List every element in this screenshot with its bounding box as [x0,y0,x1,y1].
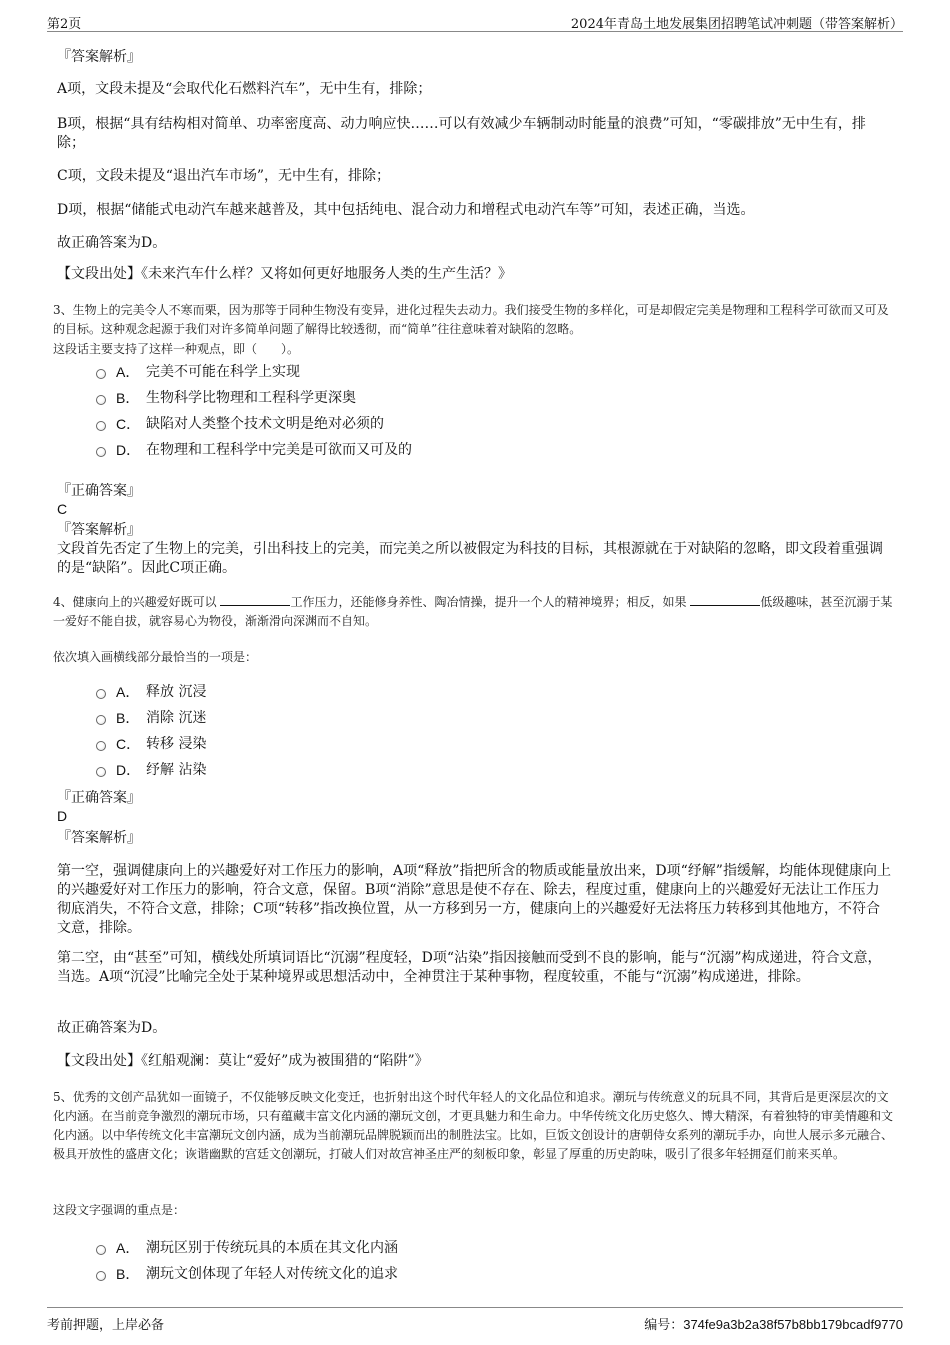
radio-button[interactable] [96,447,106,457]
answer: D [57,808,68,824]
radio-button[interactable] [96,689,106,699]
footer-divider [47,1307,903,1308]
question-3-stem: 3、生物上的完美令人不寒而栗，因为那等于同种生物没有变异，进化过程失去动力。我们接受生物的多样化，可是却假定完美是物理和工程科学可欲而又可及的目标。这种观念起源于我们对许多简单问题了解得比较透彻，而“简单”往往意味着对缺陷的忽略。 [53,303,889,336]
q3-option-c[interactable]: C． 缺陷对人类整个技术文明是绝对必须的 [96,415,384,433]
analysis-option-b: B项，根据“具有结构相对简单、功率密度高、动力响应快……可以有效减少车辆制动时能量的浪费”可知，“零碳排放”无中生有，排除； [57,116,866,151]
question-5-prompt: 这段文字强调的重点是： [53,1203,186,1217]
q3-option-a[interactable]: A． 完美不可能在科学上实现 [96,363,300,381]
page-number: 第2页 [47,17,82,32]
document-title: 2024年青岛土地发展集团招聘笔试冲刺题（带答案解析） [570,17,903,32]
q3-option-d[interactable]: D． 在物理和工程科学中完美是可欲而又可及的 [96,441,412,459]
analysis-text: 文段首先否定了生物上的完美，引出科技上的完美，而完美之所以被假定为科技的目标，其根源就在于对缺陷的忽略，即文段着重强调的是“缺陷”。因此C项正确。 [57,541,883,576]
blank-1 [220,594,290,606]
blank-2 [690,594,760,606]
radio-button[interactable] [96,421,106,431]
q5-option-b[interactable]: B． 潮玩文创体现了年轻人对传统文化的追求 [96,1265,398,1283]
answer-label: 『正确答案』 [57,790,141,806]
q4-option-b[interactable]: B． 消除 沉迷 [96,709,206,727]
analysis-paragraph-1: 第一空，强调健康向上的兴趣爱好对工作压力的影响，A项“释放”指把所含的物质或能量放出来，D项“纾解”指缓解，均能体现健康向上的兴趣爱好对工作压力的影响，符合文意，保留。B项“消除”意思是使不存在、除去，程度过重，健康向上的兴趣爱好无法让工作压力彻底消失，不符合文意，排除；C项“转移”指改换位置，从一方移到另一方，健康向上的兴趣爱好无法将压力转移到其他地方，不符合文意，排除。 [57,863,891,936]
q4-option-c[interactable]: C． 转移 浸染 [96,735,206,753]
radio-button[interactable] [96,715,106,725]
analysis-paragraph-2: 第二空，由“甚至”可知，横线处所填词语比“沉溺”程度轻，D项“沾染”指因接触而受到不良的影响，能与“沉溺”构成递进，符合文意，当选。A项“沉浸”比喻完全处于某种境界或思想活动中，全神贯注于某种事物，程度较重，不能与“沉溺”构成递进，排除。 [57,950,882,985]
radio-button[interactable] [96,741,106,751]
answer-label: 『正确答案』 [57,483,141,499]
radio-button[interactable] [96,1271,106,1281]
answer: C [57,501,68,517]
q4-option-d[interactable]: D． 纾解 沾染 [96,761,206,779]
document-code: 编号：374fe9a3b2a38f57b8bb179bcadf9770 [644,1317,903,1333]
header-divider [47,31,903,32]
question-3-prompt: 这段话主要支持了这样一种观点，即（ ）。 [53,342,300,356]
q5-option-a[interactable]: A． 潮玩区别于传统玩具的本质在其文化内涵 [96,1239,398,1257]
analysis-option-a: A项，文段未提及“会取代化石燃料汽车”，无中生有，排除； [57,81,432,97]
radio-button[interactable] [96,767,106,777]
conclusion: 故正确答案为D。 [57,1020,167,1036]
question-5-stem: 5、优秀的文创产品犹如一面镜子，不仅能够反映文化变迁，也折射出这个时代年轻人的文化品位和追求。潮玩与传统意义的玩具不同，其背后是更深层次的文化内涵。在当前竞争激烈的潮玩市场，只有蕴藏丰富文化内涵的潮玩文创，才更具魅力和生命力。中华传统文化历史悠久、博大精深，有着独特的审美情趣和文化内涵。以中华传统文化丰富潮玩文创内涵，成为当前潮玩品牌脱颖而出的制胜法宝。比如，巨饭文创设计的唐朝侍女系列的潮玩手办，向世人展示多元融合、极具开放性的盛唐文化；诙谐幽默的宫廷文创潮玩，打破人们对故宫神圣庄严的刻板印象，彰显了厚重的历史韵味，吸引了很多年轻拥趸们前来买单。 [53,1090,894,1161]
source: 【文段出处】《红船观澜：莫让“爱好”成为被围猎的“陷阱”》 [57,1053,429,1069]
source: 【文段出处】《未来汽车什么样？又将如何更好地服务人类的生产生活？》 [57,266,512,282]
analysis-label: 『答案解析』 [57,830,141,846]
footer-slogan: 考前押题，上岸必备 [47,1318,165,1333]
question-4-stem: 4、健康向上的兴趣爱好既可以 工作压力，还能修身养性、陶冶情操，提升一个人的精神境界；相反，如果 低级趣味，甚至沉溺于某一爱好不能自拔，就容易心为物役，渐渐滑向深渊而不自知。 [53,595,893,628]
q3-option-b[interactable]: B． 生物科学比物理和工程科学更深奥 [96,389,356,407]
conclusion: 故正确答案为D。 [57,235,167,251]
analysis-option-c: C项，文段未提及“退出汽车市场”，无中生有，排除； [57,168,391,184]
analysis-option-d: D项，根据“储能式电动汽车越来越普及，其中包括纯电、混合动力和增程式电动汽车等”可知，表述正确，当选。 [57,202,755,218]
analysis-label: 『答案解析』 [57,49,141,65]
radio-button[interactable] [96,395,106,405]
analysis-label: 『答案解析』 [57,522,141,538]
page-footer [0,1307,950,1337]
page-header [0,0,950,36]
q4-option-a[interactable]: A． 释放 沉浸 [96,683,206,701]
question-4-prompt: 依次填入画横线部分最恰当的一项是： [53,650,258,664]
radio-button[interactable] [96,369,106,379]
radio-button[interactable] [96,1245,106,1255]
